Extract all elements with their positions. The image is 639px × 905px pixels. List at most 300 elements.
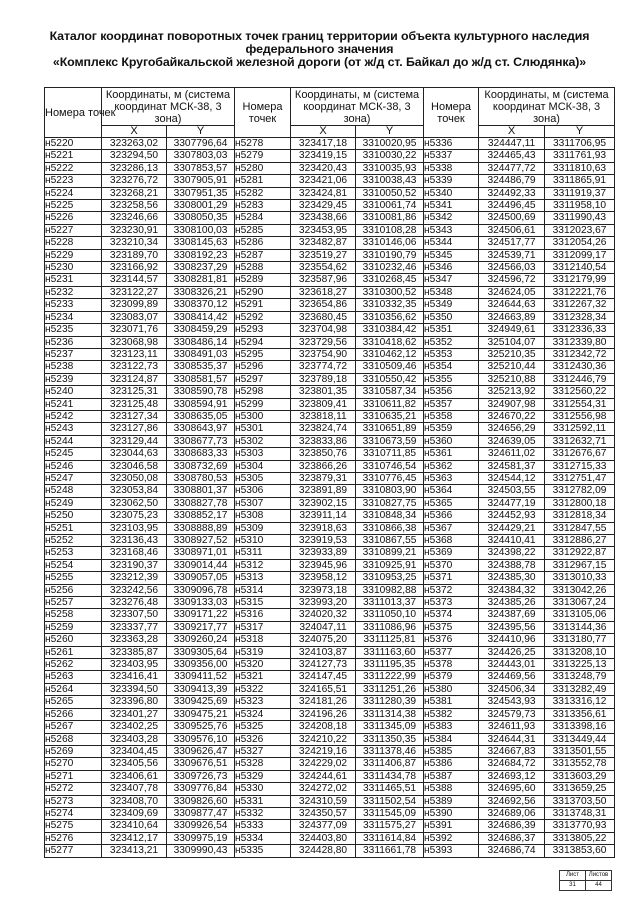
point-id-cell: н5359 <box>424 423 479 435</box>
y-value-cell: 3310384,42 <box>356 324 424 336</box>
y-value-cell: 3308491,03 <box>167 348 235 360</box>
x-value-cell: 323189,70 <box>102 249 167 261</box>
x-value-cell: 323144,57 <box>102 274 167 286</box>
point-id-cell: н5301 <box>235 423 291 435</box>
point-id-cell: н5334 <box>235 832 291 844</box>
y-value-cell: 3312782,09 <box>545 485 615 497</box>
header-y-2: Y <box>356 126 424 138</box>
table-row <box>45 361 615 373</box>
y-value-cell: 3307951,35 <box>167 187 235 199</box>
point-id-cell: н5332 <box>235 807 291 819</box>
y-value-cell: 3311434,78 <box>356 770 424 782</box>
y-value-cell: 3310232,46 <box>356 262 424 274</box>
point-id-cell: н5370 <box>424 559 479 571</box>
x-value-cell: 323879,31 <box>291 472 356 484</box>
y-value-cell: 3309014,44 <box>167 559 235 571</box>
x-value-cell: 323866,26 <box>291 460 356 472</box>
sheet-stamp <box>559 870 612 891</box>
y-value-cell: 3309626,47 <box>167 745 235 757</box>
point-id-cell: н5366 <box>424 510 479 522</box>
y-value-cell: 3309525,76 <box>167 721 235 733</box>
x-value-cell: 324388,78 <box>479 559 545 571</box>
point-id-cell: н5270 <box>45 758 102 770</box>
header-x-2: X <box>291 126 356 138</box>
x-value-cell: 324686,37 <box>479 832 545 844</box>
table-row <box>45 634 615 646</box>
x-value-cell: 323850,76 <box>291 448 356 460</box>
x-value-cell: 324639,05 <box>479 435 545 447</box>
table-header <box>45 88 615 138</box>
point-id-cell: н5335 <box>235 845 291 857</box>
y-value-cell: 3312632,71 <box>545 435 615 447</box>
point-id-cell: н5363 <box>424 472 479 484</box>
point-id-cell: н5297 <box>235 373 291 385</box>
point-id-cell: н5378 <box>424 659 479 671</box>
point-id-cell: н5367 <box>424 522 479 534</box>
point-id-cell: н5381 <box>424 696 479 708</box>
table-row <box>45 845 615 857</box>
y-value-cell: 3310746,54 <box>356 460 424 472</box>
x-value-cell: 324429,21 <box>479 522 545 534</box>
point-id-cell: н5264 <box>45 683 102 695</box>
y-value-cell: 3311614,84 <box>356 832 424 844</box>
x-value-cell: 324644,31 <box>479 733 545 745</box>
x-value-cell: 324579,73 <box>479 708 545 720</box>
y-value-cell: 3312179,99 <box>545 274 615 286</box>
point-id-cell: н5306 <box>235 485 291 497</box>
point-id-cell: н5327 <box>235 745 291 757</box>
x-value-cell: 323123,11 <box>102 348 167 360</box>
point-id-cell: н5283 <box>235 200 291 212</box>
y-value-cell: 3312715,33 <box>545 460 615 472</box>
coordinates-table <box>44 87 615 858</box>
x-value-cell: 323438,66 <box>291 212 356 224</box>
y-value-cell: 3311314,38 <box>356 708 424 720</box>
y-value-cell: 3312267,32 <box>545 299 615 311</box>
table-row <box>45 597 615 609</box>
x-value-cell: 323618,27 <box>291 286 356 298</box>
point-id-cell: н5321 <box>235 671 291 683</box>
x-value-cell: 323417,18 <box>291 138 356 150</box>
point-id-cell: н5333 <box>235 820 291 832</box>
x-value-cell: 323103,95 <box>102 522 167 534</box>
x-value-cell: 324503,55 <box>479 485 545 497</box>
x-value-cell: 324047,11 <box>291 621 356 633</box>
y-value-cell: 3313356,61 <box>545 708 615 720</box>
table-row <box>45 373 615 385</box>
point-id-cell: н5273 <box>45 795 102 807</box>
x-value-cell: 324544,12 <box>479 472 545 484</box>
y-value-cell: 3311195,35 <box>356 659 424 671</box>
x-value-cell: 323891,89 <box>291 485 356 497</box>
y-value-cell: 3312054,26 <box>545 237 615 249</box>
x-value-cell: 323190,37 <box>102 559 167 571</box>
table-row <box>45 646 615 658</box>
table-row <box>45 398 615 410</box>
y-value-cell: 3309926,54 <box>167 820 235 832</box>
table-row <box>45 510 615 522</box>
point-id-cell: н5349 <box>424 299 479 311</box>
x-value-cell: 323210,34 <box>102 237 167 249</box>
y-value-cell: 3311865,91 <box>545 175 615 187</box>
y-value-cell: 3311545,09 <box>356 807 424 819</box>
point-id-cell: н5385 <box>424 745 479 757</box>
table-row <box>45 522 615 534</box>
point-id-cell: н5352 <box>424 336 479 348</box>
point-id-cell: н5323 <box>235 696 291 708</box>
y-value-cell: 3308192,23 <box>167 249 235 261</box>
point-id-cell: н5239 <box>45 373 102 385</box>
point-id-cell: н5392 <box>424 832 479 844</box>
y-value-cell: 3312818,34 <box>545 510 615 522</box>
point-id-cell: н5361 <box>424 448 479 460</box>
x-value-cell: 323099,89 <box>102 299 167 311</box>
x-value-cell: 323424,81 <box>291 187 356 199</box>
x-value-cell: 324624,05 <box>479 286 545 298</box>
y-value-cell: 3309475,21 <box>167 708 235 720</box>
point-id-cell: н5380 <box>424 683 479 695</box>
point-id-cell: н5289 <box>235 274 291 286</box>
y-value-cell: 3307796,64 <box>167 138 235 150</box>
x-value-cell: 323919,53 <box>291 535 356 547</box>
y-value-cell: 3307853,57 <box>167 162 235 174</box>
y-value-cell: 3309877,47 <box>167 807 235 819</box>
point-id-cell: н5313 <box>235 572 291 584</box>
point-id-cell: н5226 <box>45 212 102 224</box>
x-value-cell: 324506,34 <box>479 683 545 695</box>
y-value-cell: 3310982,88 <box>356 584 424 596</box>
y-value-cell: 3312221,76 <box>545 286 615 298</box>
y-value-cell: 3313180,77 <box>545 634 615 646</box>
y-value-cell: 3309411,52 <box>167 671 235 683</box>
point-id-cell: н5365 <box>424 497 479 509</box>
table-row <box>45 485 615 497</box>
point-id-cell: н5387 <box>424 770 479 782</box>
y-value-cell: 3310803,90 <box>356 485 424 497</box>
y-value-cell: 3311919,37 <box>545 187 615 199</box>
table-row <box>45 150 615 162</box>
x-value-cell: 323394,50 <box>102 683 167 695</box>
y-value-cell: 3313748,31 <box>545 807 615 819</box>
point-id-cell: н5372 <box>424 584 479 596</box>
y-value-cell: 3308281,81 <box>167 274 235 286</box>
x-value-cell: 324452,93 <box>479 510 545 522</box>
y-value-cell: 3312099,17 <box>545 249 615 261</box>
point-id-cell: н5337 <box>424 150 479 162</box>
x-value-cell: 323124,87 <box>102 373 167 385</box>
header-x-3: X <box>479 126 545 138</box>
x-value-cell: 323053,84 <box>102 485 167 497</box>
y-value-cell: 3311661,78 <box>356 845 424 857</box>
y-value-cell: 3311958,10 <box>545 200 615 212</box>
x-value-cell: 324447,11 <box>479 138 545 150</box>
y-value-cell: 3311086,96 <box>356 621 424 633</box>
table-body <box>45 138 615 858</box>
point-id-cell: н5247 <box>45 472 102 484</box>
x-value-cell: 324219,16 <box>291 745 356 757</box>
point-id-cell: н5376 <box>424 634 479 646</box>
x-value-cell: 323083,07 <box>102 311 167 323</box>
x-value-cell: 324543,93 <box>479 696 545 708</box>
point-id-cell: н5336 <box>424 138 479 150</box>
x-value-cell: 323122,27 <box>102 286 167 298</box>
point-id-cell: н5328 <box>235 758 291 770</box>
y-value-cell: 3310146,06 <box>356 237 424 249</box>
x-value-cell: 324695,60 <box>479 783 545 795</box>
x-value-cell: 324165,51 <box>291 683 356 695</box>
point-id-cell: н5351 <box>424 324 479 336</box>
y-value-cell: 3308888,89 <box>167 522 235 534</box>
y-value-cell: 3311406,87 <box>356 758 424 770</box>
point-id-cell: н5296 <box>235 361 291 373</box>
y-value-cell: 3312430,36 <box>545 361 615 373</box>
point-id-cell: н5348 <box>424 286 479 298</box>
point-id-cell: н5236 <box>45 336 102 348</box>
point-id-cell: н5386 <box>424 758 479 770</box>
x-value-cell: 324663,89 <box>479 311 545 323</box>
table-row <box>45 138 615 150</box>
y-value-cell: 3309975,19 <box>167 832 235 844</box>
y-value-cell: 3310776,45 <box>356 472 424 484</box>
x-value-cell: 323125,31 <box>102 386 167 398</box>
y-value-cell: 3308326,21 <box>167 286 235 298</box>
y-value-cell: 3310953,25 <box>356 572 424 584</box>
point-id-cell: н5225 <box>45 200 102 212</box>
x-value-cell: 325213,92 <box>479 386 545 398</box>
point-id-cell: н5280 <box>235 162 291 174</box>
point-id-cell: н5254 <box>45 559 102 571</box>
y-value-cell: 3313552,78 <box>545 758 615 770</box>
x-value-cell: 323911,14 <box>291 510 356 522</box>
y-value-cell: 3313144,36 <box>545 621 615 633</box>
y-value-cell: 3312023,67 <box>545 224 615 236</box>
x-value-cell: 324103,87 <box>291 646 356 658</box>
table-row <box>45 423 615 435</box>
x-value-cell: 323403,28 <box>102 733 167 745</box>
x-value-cell: 324667,83 <box>479 745 545 757</box>
x-value-cell: 323704,98 <box>291 324 356 336</box>
y-value-cell: 3310848,34 <box>356 510 424 522</box>
x-value-cell: 323166,92 <box>102 262 167 274</box>
table-row <box>45 609 615 621</box>
point-id-cell: н5250 <box>45 510 102 522</box>
x-value-cell: 323122,73 <box>102 361 167 373</box>
point-id-cell: н5240 <box>45 386 102 398</box>
point-id-cell: н5228 <box>45 237 102 249</box>
x-value-cell: 324395,56 <box>479 621 545 633</box>
point-id-cell: н5373 <box>424 597 479 609</box>
y-value-cell: 3308732,69 <box>167 460 235 472</box>
y-value-cell: 3310332,35 <box>356 299 424 311</box>
table-row <box>45 832 615 844</box>
point-id-cell: н5282 <box>235 187 291 199</box>
y-value-cell: 3313010,33 <box>545 572 615 584</box>
point-id-cell: н5281 <box>235 175 291 187</box>
x-value-cell: 323062,50 <box>102 497 167 509</box>
x-value-cell: 323809,41 <box>291 398 356 410</box>
y-value-cell: 3313042,26 <box>545 584 615 596</box>
title-line-1: Каталог координат поворотных точек границ территории объекта культурного наследия <box>49 29 590 43</box>
y-value-cell: 3308581,57 <box>167 373 235 385</box>
point-id-cell: н5390 <box>424 807 479 819</box>
point-id-cell: н5331 <box>235 795 291 807</box>
point-id-cell: н5249 <box>45 497 102 509</box>
x-value-cell: 324477,72 <box>479 162 545 174</box>
y-value-cell: 3312339,80 <box>545 336 615 348</box>
point-id-cell: н5229 <box>45 249 102 261</box>
x-value-cell: 324385,26 <box>479 597 545 609</box>
table-row <box>45 671 615 683</box>
x-value-cell: 323403,95 <box>102 659 167 671</box>
x-value-cell: 324310,59 <box>291 795 356 807</box>
table-row <box>45 237 615 249</box>
y-value-cell: 3311761,93 <box>545 150 615 162</box>
point-id-cell: н5248 <box>45 485 102 497</box>
x-value-cell: 324949,61 <box>479 324 545 336</box>
x-value-cell: 324384,32 <box>479 584 545 596</box>
point-id-cell: н5241 <box>45 398 102 410</box>
x-value-cell: 323412,17 <box>102 832 167 844</box>
y-value-cell: 3313067,24 <box>545 597 615 609</box>
x-value-cell: 325210,44 <box>479 361 545 373</box>
y-value-cell: 3313603,29 <box>545 770 615 782</box>
x-value-cell: 323407,78 <box>102 783 167 795</box>
x-value-cell: 323958,12 <box>291 572 356 584</box>
y-value-cell: 3310462,12 <box>356 348 424 360</box>
x-value-cell: 324387,69 <box>479 609 545 621</box>
x-value-cell: 324517,77 <box>479 237 545 249</box>
point-id-cell: н5353 <box>424 348 479 360</box>
table-row <box>45 572 615 584</box>
point-id-cell: н5263 <box>45 671 102 683</box>
point-id-cell: н5262 <box>45 659 102 671</box>
x-value-cell: 324465,43 <box>479 150 545 162</box>
x-value-cell: 324244,61 <box>291 770 356 782</box>
x-value-cell: 323071,76 <box>102 324 167 336</box>
point-id-cell: н5338 <box>424 162 479 174</box>
point-id-cell: н5350 <box>424 311 479 323</box>
point-id-cell: н5246 <box>45 460 102 472</box>
point-id-cell: н5274 <box>45 807 102 819</box>
x-value-cell: 323774,72 <box>291 361 356 373</box>
y-value-cell: 3309057,05 <box>167 572 235 584</box>
y-value-cell: 3308683,33 <box>167 448 235 460</box>
y-value-cell: 3310268,45 <box>356 274 424 286</box>
table-row <box>45 758 615 770</box>
table-row <box>45 820 615 832</box>
y-value-cell: 3312446,79 <box>545 373 615 385</box>
y-value-cell: 3308414,42 <box>167 311 235 323</box>
y-value-cell: 3312592,11 <box>545 423 615 435</box>
x-value-cell: 323902,15 <box>291 497 356 509</box>
x-value-cell: 324692,56 <box>479 795 545 807</box>
point-id-cell: н5362 <box>424 460 479 472</box>
x-value-cell: 324350,57 <box>291 807 356 819</box>
point-id-cell: н5300 <box>235 410 291 422</box>
point-id-cell: н5222 <box>45 162 102 174</box>
y-value-cell: 3313449,44 <box>545 733 615 745</box>
y-value-cell: 3311810,63 <box>545 162 615 174</box>
point-id-cell: н5305 <box>235 472 291 484</box>
x-value-cell: 323404,45 <box>102 745 167 757</box>
sheets-total: 44 <box>586 881 612 891</box>
point-id-cell: н5290 <box>235 286 291 298</box>
point-id-cell: н5318 <box>235 634 291 646</box>
table-row <box>45 187 615 199</box>
point-id-cell: н5354 <box>424 361 479 373</box>
point-id-cell: н5369 <box>424 547 479 559</box>
x-value-cell: 323413,21 <box>102 845 167 857</box>
x-value-cell: 323050,08 <box>102 472 167 484</box>
x-value-cell: 324539,71 <box>479 249 545 261</box>
y-value-cell: 3310030,22 <box>356 150 424 162</box>
y-value-cell: 3308001,29 <box>167 200 235 212</box>
table-row <box>45 386 615 398</box>
point-id-cell: н5382 <box>424 708 479 720</box>
x-value-cell: 323410,64 <box>102 820 167 832</box>
point-id-cell: н5315 <box>235 597 291 609</box>
x-value-cell: 324611,93 <box>479 721 545 733</box>
point-id-cell: н5230 <box>45 262 102 274</box>
point-id-cell: н5324 <box>235 708 291 720</box>
x-value-cell: 323654,86 <box>291 299 356 311</box>
point-id-cell: н5269 <box>45 745 102 757</box>
x-value-cell: 324907,98 <box>479 398 545 410</box>
y-value-cell: 3309133,03 <box>167 597 235 609</box>
y-value-cell: 3310038,43 <box>356 175 424 187</box>
x-value-cell: 323933,89 <box>291 547 356 559</box>
point-id-cell: н5389 <box>424 795 479 807</box>
x-value-cell: 324229,02 <box>291 758 356 770</box>
point-id-cell: н5237 <box>45 348 102 360</box>
x-value-cell: 323416,41 <box>102 671 167 683</box>
y-value-cell: 3310611,82 <box>356 398 424 410</box>
x-value-cell: 324377,09 <box>291 820 356 832</box>
x-value-cell: 324210,22 <box>291 733 356 745</box>
point-id-cell: н5220 <box>45 138 102 150</box>
point-id-cell: н5375 <box>424 621 479 633</box>
y-value-cell: 3313282,49 <box>545 683 615 695</box>
header-y-1: Y <box>167 126 235 138</box>
x-value-cell: 324181,26 <box>291 696 356 708</box>
x-value-cell: 323519,27 <box>291 249 356 261</box>
y-value-cell: 3311502,54 <box>356 795 424 807</box>
table-row <box>45 721 615 733</box>
x-value-cell: 324644,63 <box>479 299 545 311</box>
point-id-cell: н5326 <box>235 733 291 745</box>
point-id-cell: н5277 <box>45 845 102 857</box>
x-value-cell: 323405,56 <box>102 758 167 770</box>
x-value-cell: 323286,13 <box>102 162 167 174</box>
x-value-cell: 323212,39 <box>102 572 167 584</box>
x-value-cell: 324596,72 <box>479 274 545 286</box>
point-id-cell: н5316 <box>235 609 291 621</box>
y-value-cell: 3309776,84 <box>167 783 235 795</box>
y-value-cell: 3308677,73 <box>167 435 235 447</box>
y-value-cell: 3313248,79 <box>545 671 615 683</box>
y-value-cell: 3311280,39 <box>356 696 424 708</box>
x-value-cell: 323044,63 <box>102 448 167 460</box>
y-value-cell: 3308594,91 <box>167 398 235 410</box>
table-row <box>45 274 615 286</box>
x-value-cell: 323136,43 <box>102 535 167 547</box>
y-value-cell: 3310020,95 <box>356 138 424 150</box>
x-value-cell: 324127,73 <box>291 659 356 671</box>
header-y-3: Y <box>545 126 615 138</box>
y-value-cell: 3313659,25 <box>545 783 615 795</box>
y-value-cell: 3309425,69 <box>167 696 235 708</box>
point-id-cell: н5393 <box>424 845 479 857</box>
